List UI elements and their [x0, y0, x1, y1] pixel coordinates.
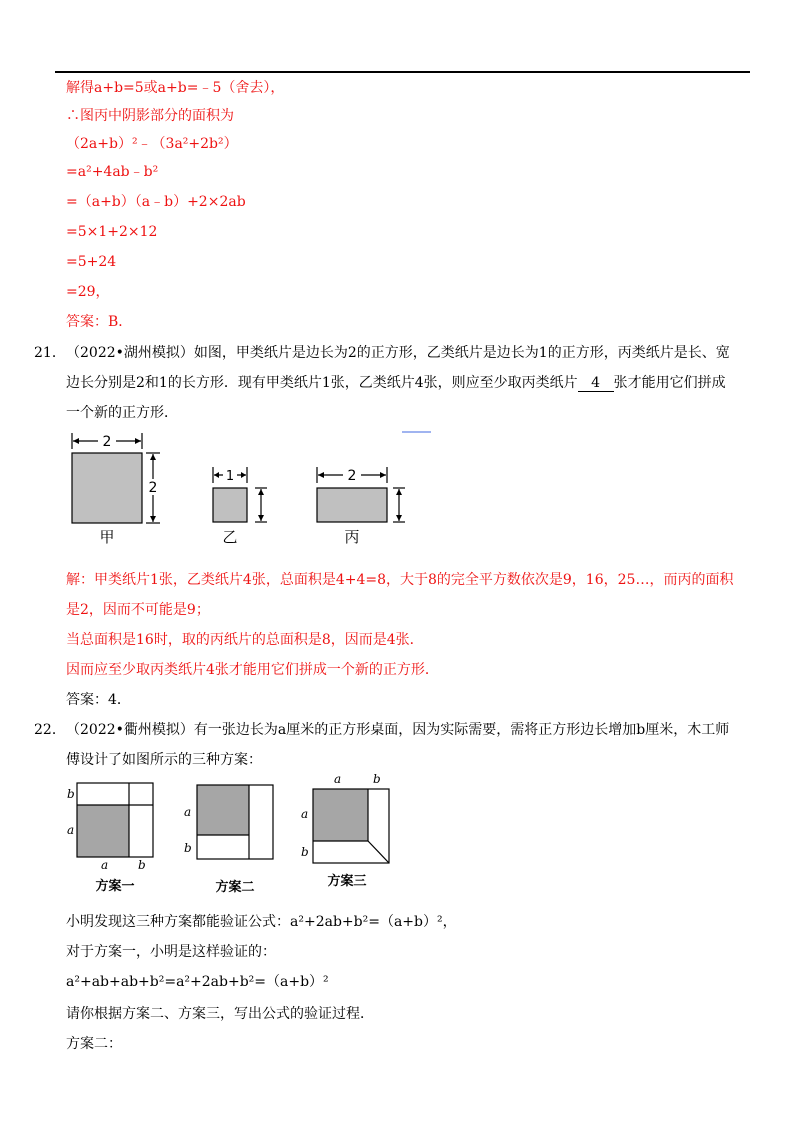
q21-number: 21．: [34, 345, 66, 361]
q21-solution-line4: 因而应至少取丙类纸片4张才能用它们拼成一个新的正方形．: [66, 662, 439, 678]
q22-paragraph-4: 请你根据方案二、方案三，写出公式的验证过程．: [66, 1006, 374, 1022]
header-rule: [55, 71, 750, 73]
q21-solution-line3: 当总面积是16时，取的丙纸片的总面积是8，因而是4张．: [66, 632, 424, 648]
figure-jia: [72, 433, 160, 546]
yi-label: 乙: [222, 528, 238, 546]
q22-paragraph-5: 方案二：: [66, 1036, 122, 1052]
jia-dim-side: 2: [148, 480, 158, 496]
sol20-line2: ∴图丙中阴影部分的面积为: [66, 108, 234, 124]
plan1-label-b-left: b: [67, 787, 75, 801]
sol20-line1: 解得a+b=5或a+b=﹣5（舍去），: [66, 80, 285, 96]
sol20-line6: =5×1+2×12: [66, 224, 158, 240]
q21-answer: 答案：4．: [66, 692, 131, 708]
figure-plan-2: [184, 785, 273, 895]
plan1-caption: 方案一: [95, 879, 135, 894]
sol20-line7: =5+24: [66, 254, 117, 270]
figure-plan-1: [67, 783, 153, 894]
q21-text-line1: （2022•湖州模拟）如图，甲类纸片是边长为2的正方形，乙类纸片是边长为1的正方形，丙类纸片是长、宽: [66, 345, 730, 361]
sol20-line4: =a²+4ab﹣b²: [66, 164, 159, 180]
plan2-label-a-left: a: [184, 805, 192, 819]
q22-number: 22．: [34, 722, 66, 738]
figure-yi: [213, 467, 267, 546]
q21-solution-line1: 解：甲类纸片1张，乙类纸片4张，总面积是4+4=8，大于8的完全平方数依次是9，16，25…，而丙的面积: [66, 572, 734, 588]
plan3-label-a-top: a: [334, 772, 342, 786]
q21-text-line2: [66, 373, 726, 393]
bing-label: 丙: [344, 528, 360, 546]
sol20-answer: 答案：B．: [66, 314, 133, 330]
plan3-label-b-top: b: [373, 772, 381, 786]
q22-text-line2: 傅设计了如图所示的三种方案：: [66, 752, 262, 768]
sol20-line3: （2a+b）²﹣（3a²+2b²）: [66, 136, 238, 152]
plan2-label-b-left: b: [184, 841, 192, 855]
q22-text-line1: （2022•衢州模拟）有一张边长为a厘米的正方形桌面，因为实际需要，需将正方形边长增加b厘米，木工师: [66, 722, 730, 738]
plan1-label-a-bottom: a: [101, 858, 109, 872]
yi-dim-top: 1: [225, 469, 235, 484]
plan3-caption: 方案三: [327, 874, 367, 889]
bing-dim-top: 2: [347, 468, 357, 484]
q21-text-line2b: 张才能用它们拼成: [613, 375, 726, 391]
q22-paragraph-3: a²+ab+ab+b²=a²+2ab+b²=（a+b）²: [66, 974, 329, 990]
plan1-label-b-bottom: b: [138, 858, 146, 872]
q21-figure: [60, 425, 440, 555]
sol20-line5: =（a+b）（a﹣b）+2×2ab: [66, 194, 246, 210]
sol20-line8: =29，: [66, 284, 110, 300]
q21-text-line3: 一个新的正方形．: [66, 405, 178, 421]
plan3-label-a-left: a: [301, 807, 309, 821]
q21-text-line2a: 边长分别是2和1的长方形．现有甲类纸片1张，乙类纸片4张，则应至少取丙类纸片: [66, 375, 578, 391]
figure-plan-3: [301, 772, 389, 889]
figure-bing: [317, 467, 405, 546]
q21-answer-blank: 4: [578, 375, 614, 392]
plan1-label-a-left: a: [67, 823, 75, 837]
q21-solution-line2: 是2，因而不可能是9；: [66, 602, 210, 618]
plan3-label-b-left: b: [301, 845, 309, 859]
q22-paragraph-2: 对于方案一，小明是这样验证的：: [66, 944, 276, 960]
q22-paragraph-1: 小明发现这三种方案都能验证公式：a²+2ab+b²=（a+b）²，: [66, 914, 457, 930]
plan2-caption: 方案二: [215, 880, 255, 895]
q22-figure: [55, 768, 415, 898]
jia-dim-top: 2: [102, 434, 112, 450]
jia-label: 甲: [99, 528, 115, 546]
